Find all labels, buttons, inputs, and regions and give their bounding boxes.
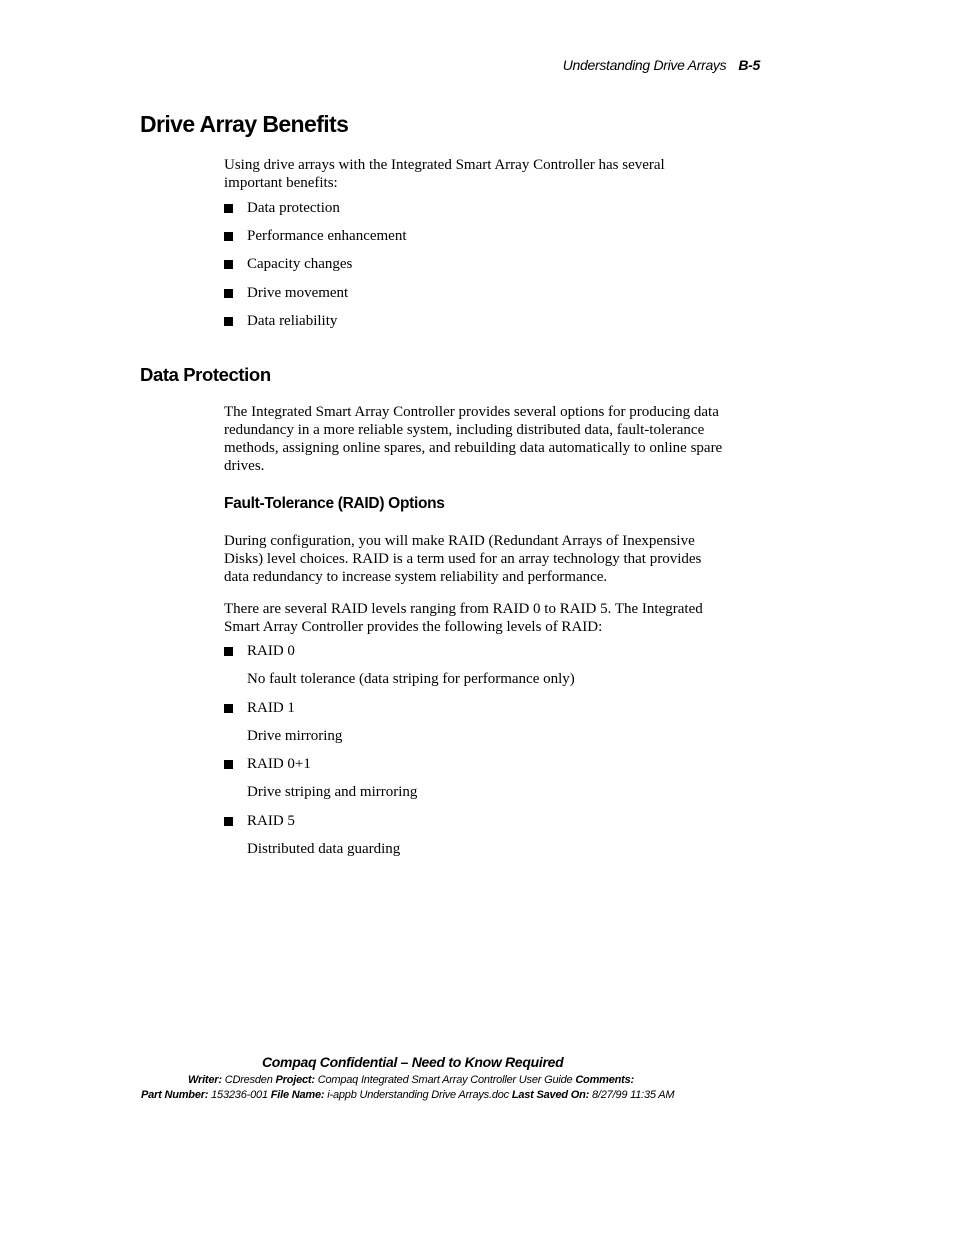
square-bullet-icon — [224, 289, 233, 298]
raid-level-description: Distributed data guarding — [247, 840, 401, 857]
raid-intro-paragraph: During configuration, you will make RAID (Redundant Arrays of Inexpensive Disks) level choices. RAID is a term used for an array technology that provides data redundancy to increase system reliability and performance. — [224, 533, 702, 585]
square-bullet-icon — [224, 260, 233, 269]
raid-level-name: RAID 0+1 — [247, 756, 311, 773]
raid-level-name: RAID 0 — [247, 643, 295, 659]
benefit-label: Drive movement — [247, 284, 349, 301]
section-title: Drive Array Benefits — [140, 111, 349, 137]
square-bullet-icon — [224, 232, 233, 241]
page-number: B-5 — [738, 57, 760, 73]
raid-level-description: No fault tolerance (data striping for performance only) — [247, 671, 575, 687]
benefit-label: Performance enhancement — [247, 228, 407, 245]
running-head-title: Understanding Drive Arrays — [562, 57, 727, 73]
file-name-label: File Name: — [270, 1089, 325, 1101]
footer-confidential: Compaq Confidential – Need to Know Required — [262, 1054, 564, 1070]
square-bullet-icon — [224, 817, 233, 826]
project-label: Project: — [275, 1074, 315, 1086]
raid-level-name: RAID 1 — [247, 699, 295, 716]
benefit-label: Data protection — [247, 200, 340, 216]
raid-level-description: Drive striping and mirroring — [247, 784, 418, 801]
square-bullet-icon — [224, 317, 233, 326]
raid-levels-paragraph: There are several RAID levels ranging from RAID 0 to RAID 5. The Integrated Smart Array Controller provides the following levels of RAID: — [224, 601, 703, 635]
writer-label: Writer: — [188, 1074, 222, 1086]
intro-paragraph: Using drive arrays with the Integrated Smart Array Controller has several important benefits: — [224, 157, 665, 191]
footer-meta-line-1 — [188, 1074, 634, 1086]
data-protection-heading: Data Protection — [140, 364, 271, 385]
data-protection-paragraph: The Integrated Smart Array Controller provides several options for producing data redundancy in a more reliable system, including distributed data, fault-tolerance methods, assigning online spares, and rebuilding data automatically to online spare drives. — [224, 404, 723, 474]
running-head — [500, 57, 760, 73]
benefit-label: Data reliability — [247, 312, 338, 329]
part-number-value: 153236-001 — [211, 1089, 268, 1101]
square-bullet-icon — [224, 204, 233, 213]
square-bullet-icon — [224, 704, 233, 713]
file-name-value: i-appb Understanding Drive Arrays.doc — [327, 1089, 509, 1101]
part-number-label: Part Number: — [141, 1089, 209, 1101]
raid-options-heading: Fault-Tolerance (RAID) Options — [224, 495, 445, 512]
benefit-label: Capacity changes — [247, 256, 353, 273]
square-bullet-icon — [224, 647, 233, 656]
raid-level-description: Drive mirroring — [247, 727, 343, 744]
raid-level-name: RAID 5 — [247, 812, 295, 829]
comments-label: Comments: — [575, 1074, 635, 1086]
last-saved-value: 8/27/99 11:35 AM — [591, 1089, 675, 1101]
square-bullet-icon — [224, 760, 233, 769]
last-saved-label: Last Saved On: — [511, 1089, 590, 1101]
footer-meta-line-2 — [141, 1089, 674, 1101]
writer-value: CDresden — [224, 1074, 273, 1086]
project-value: Compaq Integrated Smart Array Controller User Guide — [317, 1074, 573, 1086]
